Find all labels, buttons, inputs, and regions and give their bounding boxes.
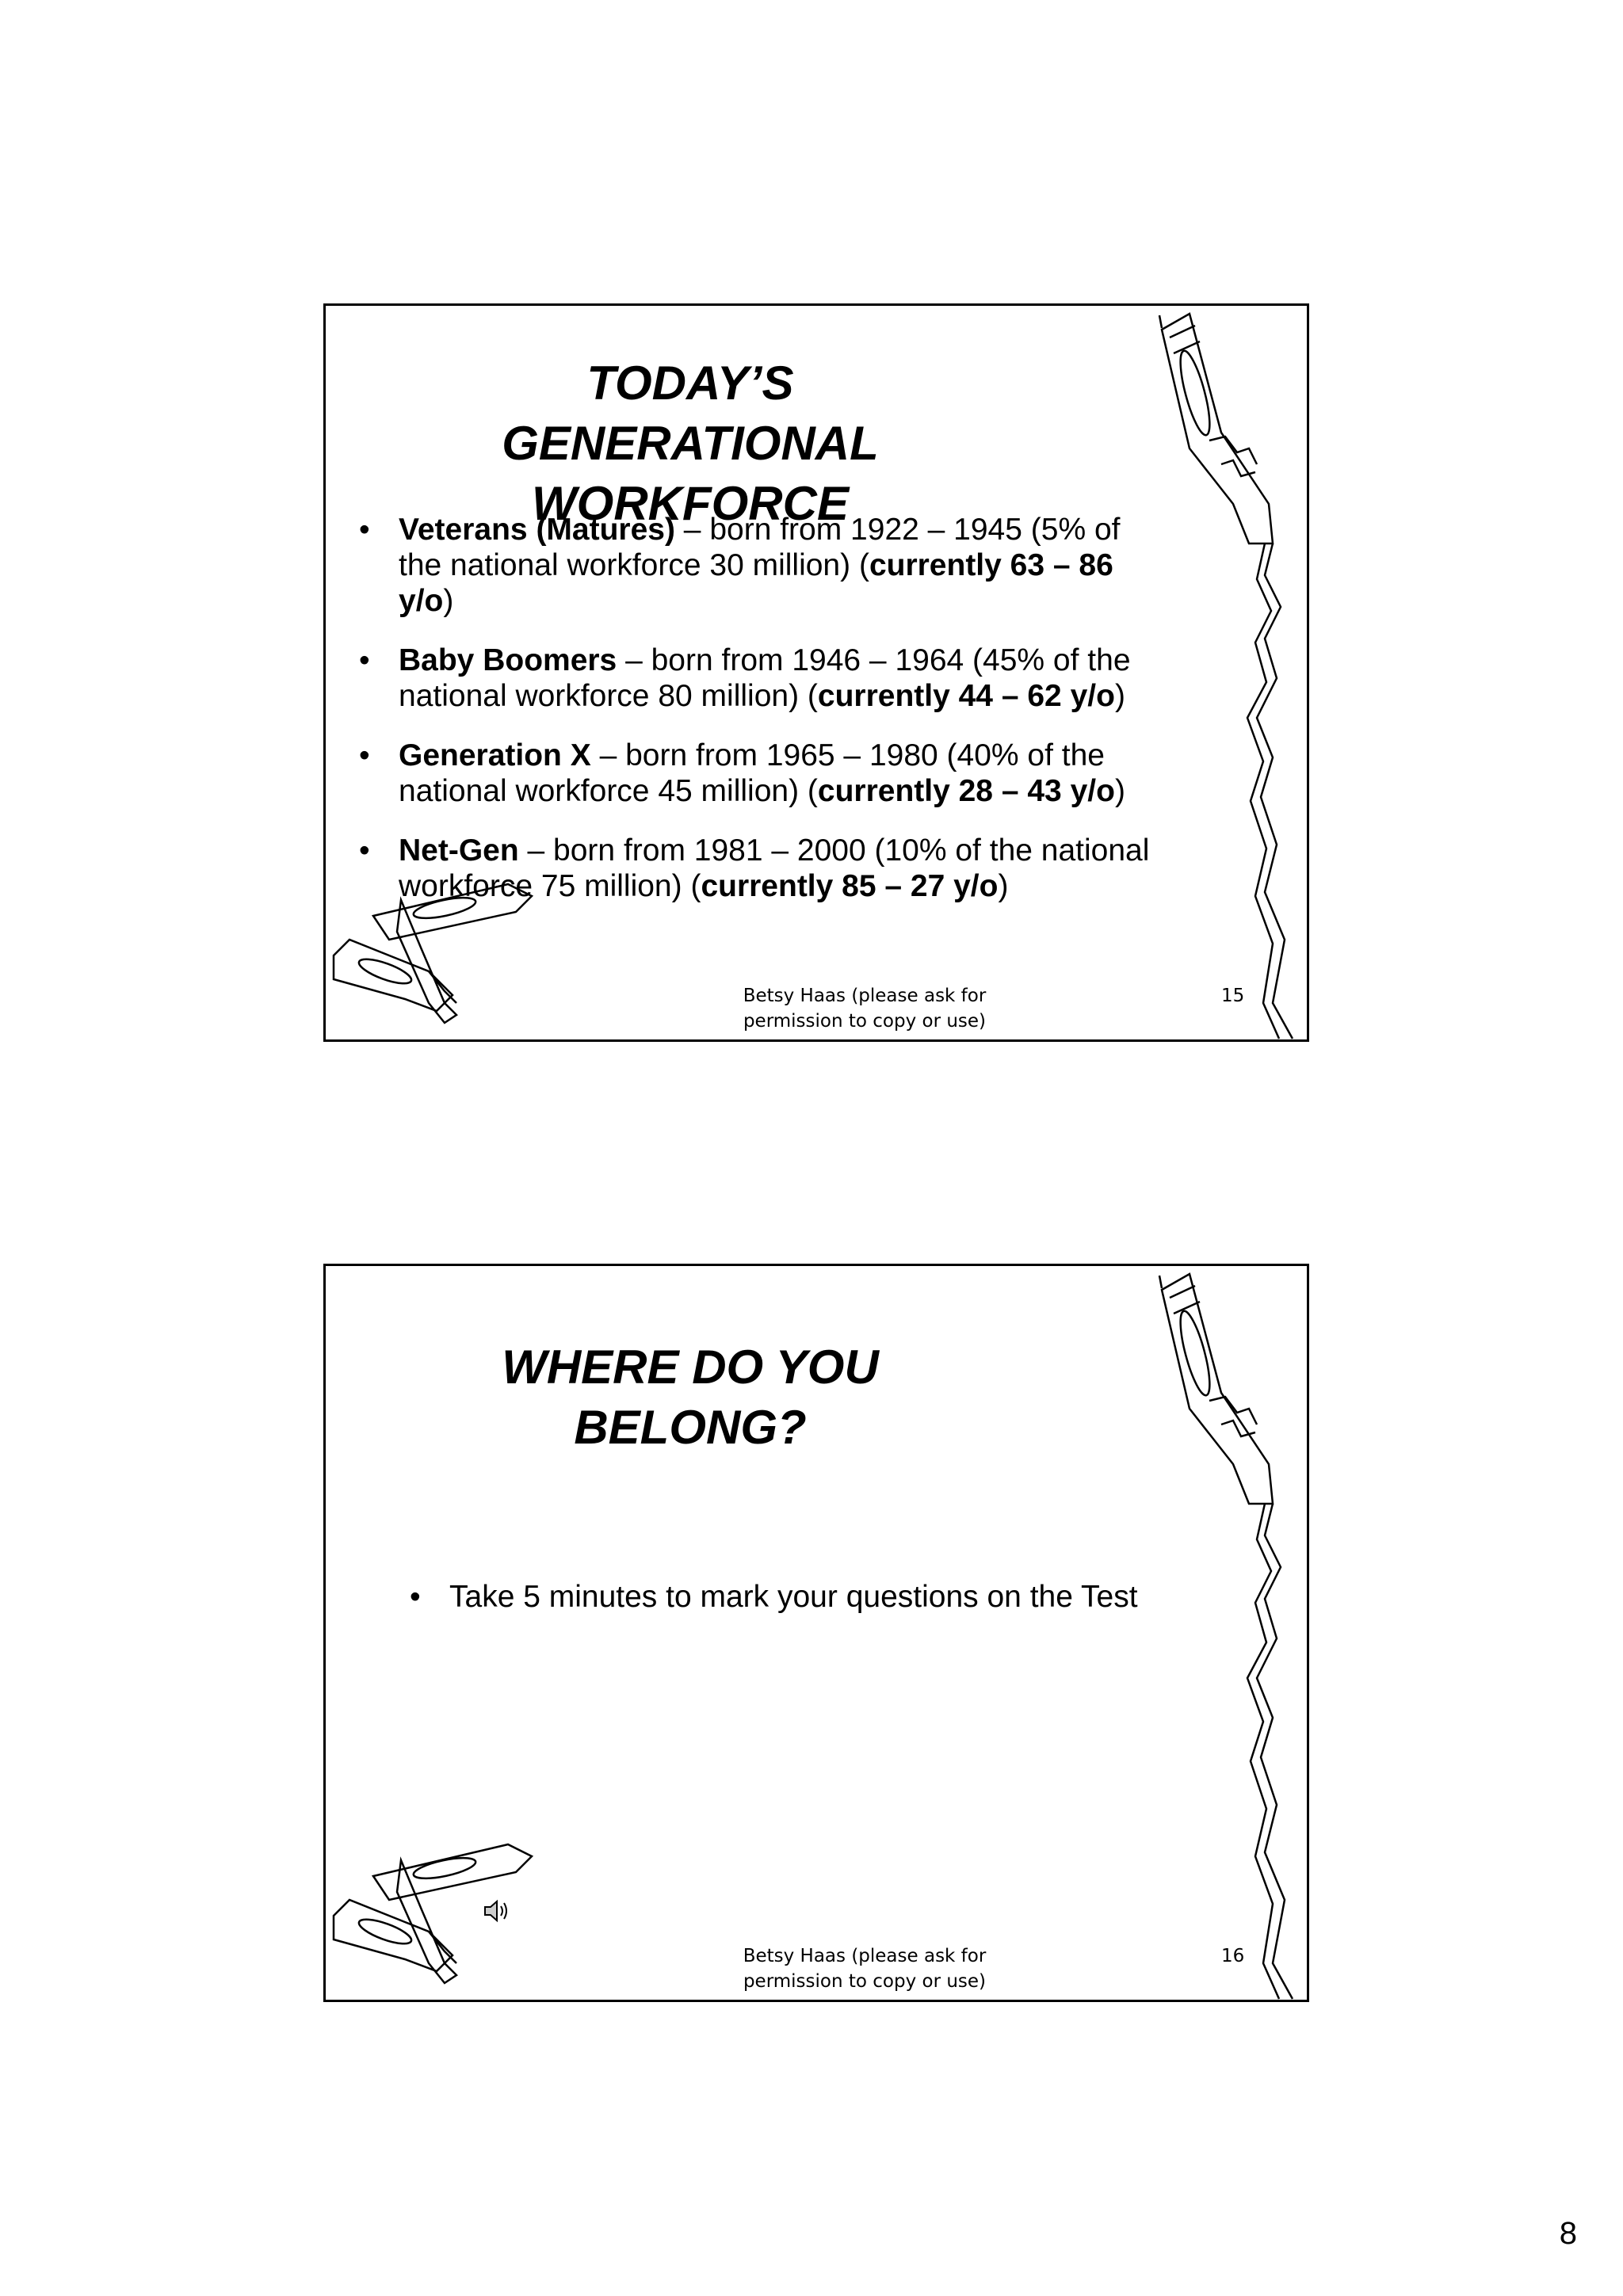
slide-title-line-2: WORKFORCE (532, 477, 849, 530)
slide-title (413, 1337, 968, 1458)
slide-number: 15 (1221, 986, 1245, 1006)
bullet-item (354, 738, 1170, 809)
bullet-term: Generation X (399, 738, 591, 772)
footer-line-2: permission to copy or use) (743, 1011, 987, 1032)
slide-number: 16 (1221, 1946, 1245, 1966)
bullet-dot: • (359, 738, 370, 772)
slide-title-line-1: TODAY’S GENERATIONAL (502, 357, 879, 470)
bullet-dot: • (359, 513, 370, 547)
bullet-item (405, 1579, 1197, 1615)
slide-title-line-1: WHERE DO YOU BELONG? (502, 1341, 879, 1454)
bullet-item (354, 643, 1170, 714)
footer-line-1: Betsy Haas (please ask for (743, 1946, 987, 1966)
footer-line-1: Betsy Haas (please ask for (743, 986, 987, 1006)
bullet-term: Net-Gen (399, 833, 519, 868)
slide-16 (323, 1264, 1309, 2002)
bullet-list (354, 512, 1170, 928)
crayons-icon (326, 1836, 556, 1995)
page-number: 8 (1559, 2216, 1577, 2251)
bullet-text: – born from 1946 – 1964 (45% of the national workforce 80 million) ( (399, 643, 1131, 713)
slide-title (413, 353, 968, 534)
bullet-item (354, 833, 1170, 904)
bullet-text: – born from 1981 – 2000 (10% of the national workforce 75 million) ( (399, 833, 1150, 903)
bullet-close: ) (998, 869, 1009, 903)
slide-15 (323, 303, 1309, 1042)
bullet-close: ) (443, 584, 454, 618)
bullet-item (354, 512, 1170, 619)
bullet-age: currently 63 – 86 y/o (399, 548, 1113, 618)
footer-line-2: permission to copy or use) (743, 1971, 987, 1992)
bullet-dot: • (359, 833, 370, 868)
bullet-age: currently 28 – 43 y/o (817, 774, 1115, 808)
bullet-term: Baby Boomers (399, 643, 617, 677)
bullet-text: – born from 1965 – 1980 (40% of the national workforce 45 million) ( (399, 738, 1105, 808)
bullet-dot: • (359, 643, 370, 677)
bullet-close: ) (1114, 679, 1125, 713)
bullet-text: – born from 1922 – 1945 (5% of the national workforce 30 million) ( (399, 513, 1121, 582)
speaker-icon[interactable] (482, 1897, 510, 1925)
bullet-dot: • (410, 1580, 421, 1614)
slide-footer (738, 983, 991, 1034)
bullet-age: currently 44 – 62 y/o (817, 679, 1115, 713)
slide-footer (738, 1943, 991, 1994)
bullet-list (405, 1579, 1197, 1638)
bullet-term: Veterans (Matures) (399, 513, 675, 547)
bullet-close: ) (1114, 774, 1125, 808)
bullet-text: Take 5 minutes to mark your questions on the Test (449, 1580, 1138, 1614)
bullet-age: currently 85 – 27 y/o (701, 869, 999, 903)
